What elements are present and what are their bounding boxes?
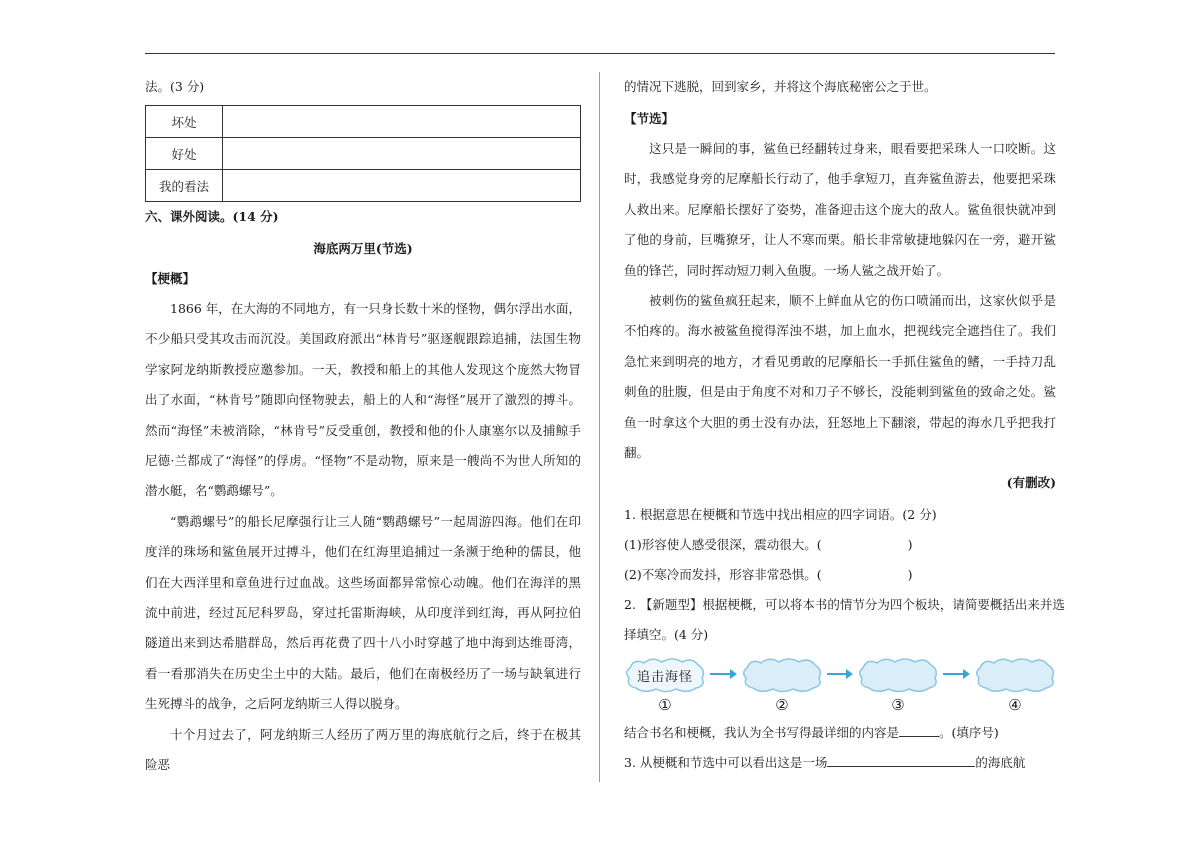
question-2-fill-after: 。(填序号) <box>939 725 999 741</box>
question-3-after: 的海底航 <box>975 755 1026 771</box>
cloud-box-2[interactable] <box>741 656 823 694</box>
cloud-shape-icon <box>741 656 823 694</box>
question-1b <box>624 560 1056 590</box>
answer-table <box>145 105 581 202</box>
flow-first-label: 追击海怪 <box>636 670 693 686</box>
plot-flow-diagram <box>624 656 1056 718</box>
answer-cell-good[interactable] <box>223 138 581 170</box>
table-label: 坏处 <box>146 106 223 138</box>
flow-number-2: ② <box>775 696 789 715</box>
question-1a <box>624 530 1056 560</box>
cloud-box-1 <box>624 656 706 694</box>
paren-close: ) <box>907 567 913 583</box>
right-column <box>624 72 1065 778</box>
flow-arrow <box>943 673 968 675</box>
excerpt-paragraph-1: 这只是一瞬间的事，鲨鱼已经翻转过身来，眼看要把采珠人一口咬断。这时，我感觉身旁的尼摩船长行动了，他手拿短刀，直奔鲨鱼游去，他要把采珠人救出来。尼摩船长摆好了姿势，准备迎击这个庞大的敌人。鲨鱼很快就冲到了他的身前，巨嘴獠牙，让人不寒而栗。船长非常敏捷地躲闪在一旁，避开鲨鱼的锋芒，同时挥动短刀刺入鱼腹。一场人鲨之战开始了。 <box>624 141 1056 278</box>
table-label: 好处 <box>146 138 223 170</box>
summary-continued: 的情况下逃脱，回到家乡，并将这个海底秘密公之于世。 <box>624 79 937 94</box>
question-2-fill <box>624 718 1056 748</box>
excerpt-label: 【节选】 <box>624 111 675 126</box>
summary-paragraph-2: “鹦鹉螺号”的船长尼摩强行让三人随“鹦鹉螺号”一起周游四海。他们在印度洋的珠场和鲨鱼展开过搏斗，他们在红海里追捕过一条濒于绝种的儒艮，他们在大西洋里和章鱼进行过血战。这些场面都异常惊心动魄。他们在海洋的黑流中前进，经过瓦尼科罗岛，穿过托雷斯海峡，从印度洋到红海，再从阿拉伯隧道出来到达希腊群岛，然后再花费了四十八小时穿越了地中海到达维哥湾，看一看那消失在历史尘土中的大陆。最后，他们在南极经历了一场与缺氧进行生死搏斗的战争，之后阿龙纳斯三人得以脱身。 <box>145 513 581 712</box>
answer-cell-opinion[interactable] <box>223 170 581 202</box>
question-3-before: 3. 从梗概和节选中可以看出这是一场 <box>624 755 828 771</box>
left-column <box>145 72 581 781</box>
question-1: 1. 根据意思在梗概和节选中找出相应的四字词语。(2 分) <box>624 507 937 523</box>
column-divider <box>599 72 600 782</box>
flow-number-4: ④ <box>1008 696 1022 715</box>
top-rule <box>145 53 1055 54</box>
flow-arrow <box>710 673 735 675</box>
flow-number-1: ① <box>658 696 672 715</box>
question-1a-text: (1)形容使人感受很深，震动很大。( <box>624 537 822 553</box>
cloud-shape-icon <box>974 656 1056 694</box>
cloud-box-4[interactable] <box>974 656 1056 694</box>
edit-note: (有删改) <box>1006 475 1056 491</box>
continued-question-text: 法。(3 分) <box>145 79 205 94</box>
question-3 <box>624 748 1056 778</box>
excerpt-paragraph-2: 被刺伤的鲨鱼疯狂起来，顺不上鲜血从它的伤口喷涌而出，这家伙似乎是不怕疼的。海水被鲨鱼搅得浑浊不堪，加上血水，把视线完全遮挡住了。我们急忙来到明亮的地方，才看见勇敢的尼摩船长一手抓住鲨鱼的鳍，一手持刀乱刺鱼的肚腹，但是由于角度不对和刀子不够长，没能刺到鲨鱼的致命之处。鲨鱼一时拿这个大胆的勇士没有办法，狂怒地上下翻滚，带起的海水几乎把我打翻。 <box>624 293 1056 461</box>
cloud-shape-icon <box>857 656 939 694</box>
summary-paragraph-3: 十个月过去了，阿龙纳斯三人经历了两万里的海底航行之后，终于在极其险恶 <box>145 726 581 773</box>
question-1b-text: (2)不寒冷而发抖，形容非常恐惧。( <box>624 567 822 583</box>
question-2-fill-before: 结合书名和梗概，我认为全书写得最详细的内容是 <box>624 725 900 741</box>
flow-arrow <box>827 673 851 675</box>
question-2-line-1: 2. 【新题型】根据梗概，可以将本书的情节分为四个板块，请简要概括出来并选 <box>624 597 1065 613</box>
table-row <box>146 106 581 138</box>
summary-label: 【梗概】 <box>145 271 196 286</box>
table-label: 我的看法 <box>146 170 223 202</box>
answer-blank-3[interactable] <box>827 754 975 767</box>
answer-blank-2[interactable] <box>899 724 939 737</box>
paren-close: ) <box>907 537 913 553</box>
table-row <box>146 138 581 170</box>
flow-number-3: ③ <box>891 696 905 715</box>
cloud-box-3[interactable] <box>857 656 939 694</box>
summary-paragraph-1: 1866 年，在大海的不同地方，有一只身长数十米的怪物，偶尔浮出水面，不少船只受其攻击而沉没。美国政府派出“林肯号”驱逐舰跟踪追捕，法国生物学家阿龙纳斯教授应邀参加。一天，教授和船上的其他人发现这个庞然大物冒出了水面，“林肯号”随即向怪物驶去，船上的人和“海怪”展开了激烈的搏斗。然而“海怪”未被消除，“林肯号”反受重创，教授和他的仆人康塞尔以及捕鲸手尼德·兰都成了“海怪”的俘虏。“怪物”不是动物，原来是一艘尚不为世人所知的潜水艇，名“鹦鹉螺号”。 <box>145 301 581 499</box>
section-heading: 六、课外阅读。(14 分) <box>145 209 279 224</box>
table-row <box>146 170 581 202</box>
passage-title: 海底两万里(节选) <box>313 241 413 256</box>
answer-cell-bad[interactable] <box>223 106 581 138</box>
question-2-line-2: 择填空。(4 分) <box>624 627 709 643</box>
